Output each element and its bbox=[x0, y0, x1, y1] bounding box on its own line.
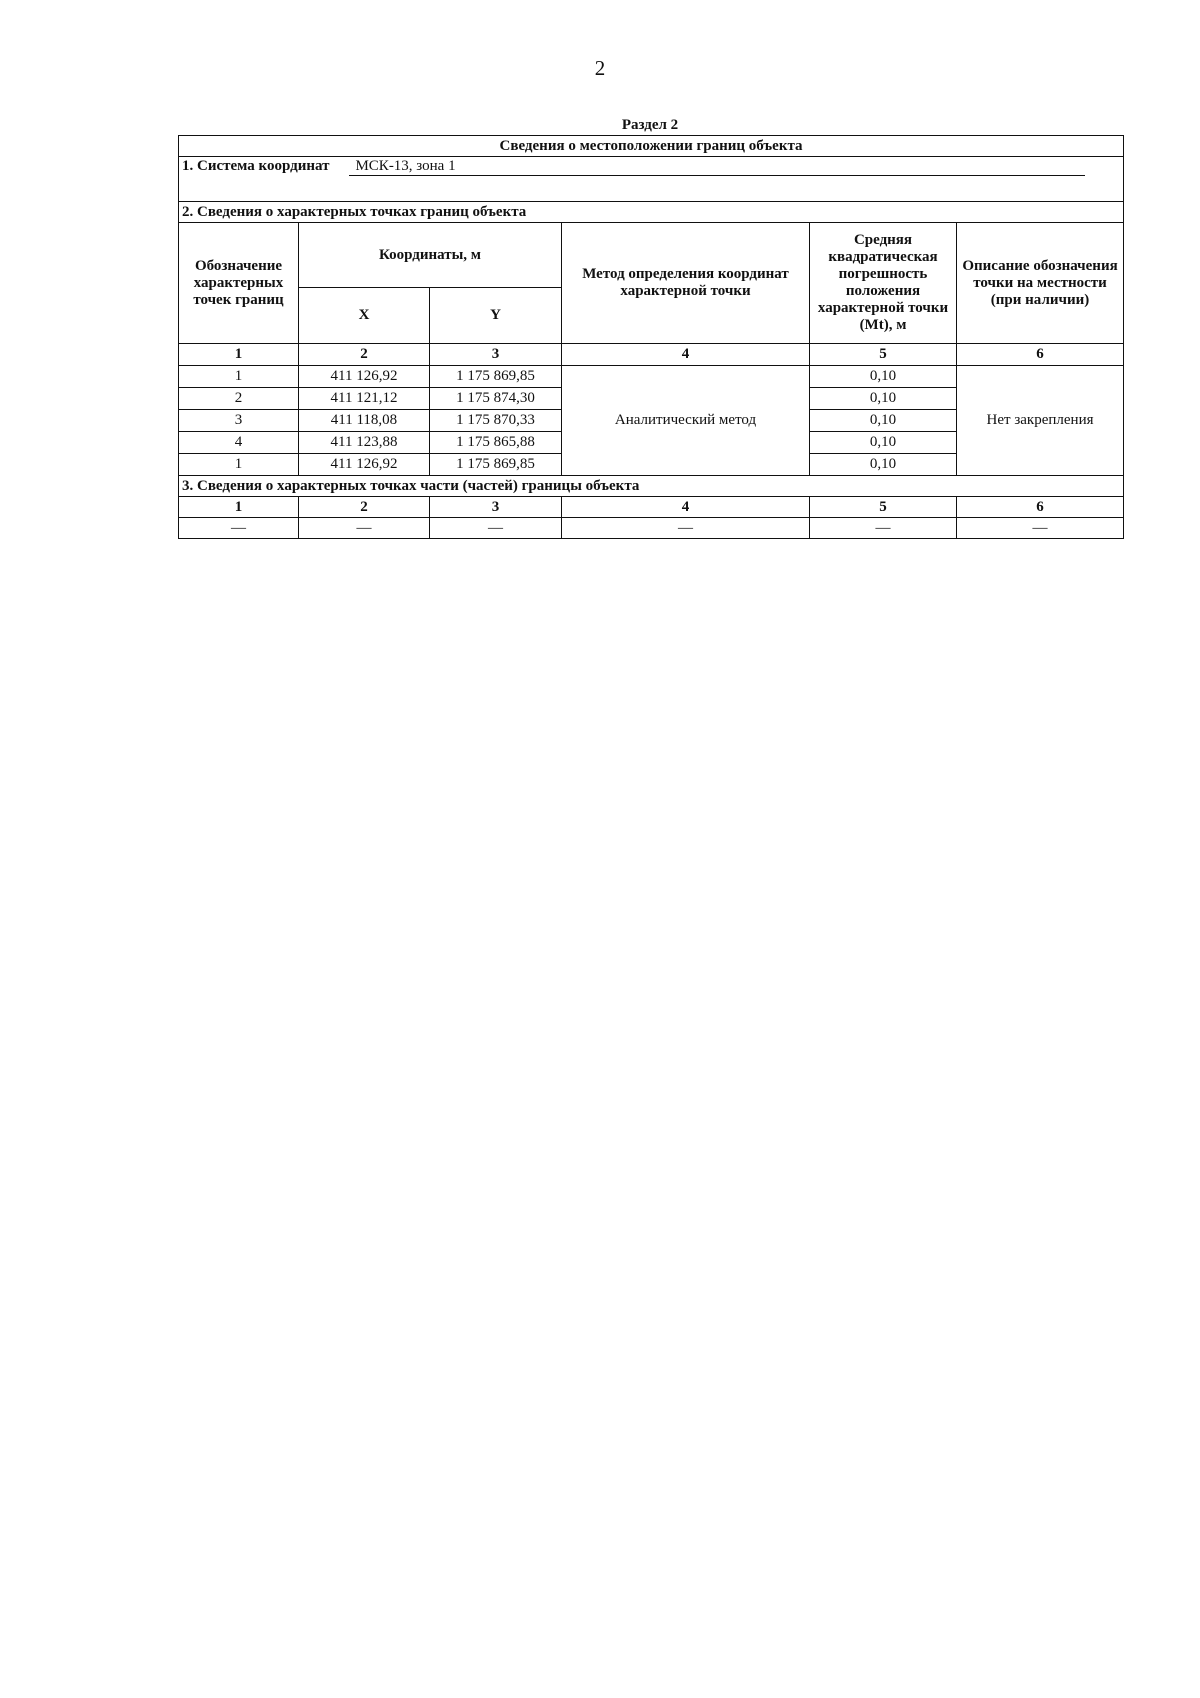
part-section-title: 3. Сведения о характерных точках части (частей) границы объекта bbox=[179, 476, 1124, 497]
error-cell: 0,10 bbox=[810, 432, 957, 454]
col-number: 2 bbox=[299, 497, 430, 518]
header-description: Описание обозначения точки на местности (при наличии) bbox=[957, 223, 1124, 344]
dash-cell: — bbox=[179, 518, 299, 539]
coord-system-label: 1. Система координат bbox=[182, 158, 330, 174]
header-method: Метод определения координат характерной точки bbox=[562, 223, 810, 344]
x-cell: 411 121,12 bbox=[299, 388, 430, 410]
page-number: 2 bbox=[594, 56, 606, 80]
coord-system-value: МСК-13, зона 1 bbox=[349, 158, 1085, 176]
x-cell: 411 123,88 bbox=[299, 432, 430, 454]
y-cell: 1 175 865,88 bbox=[430, 432, 562, 454]
error-cell: 0,10 bbox=[810, 454, 957, 476]
col-number: 3 bbox=[430, 497, 562, 518]
table-row bbox=[179, 518, 1124, 539]
col-number: 1 bbox=[179, 497, 299, 518]
col-number: 1 bbox=[179, 344, 299, 366]
col-number: 5 bbox=[810, 497, 957, 518]
y-cell: 1 175 869,85 bbox=[430, 454, 562, 476]
header-error: Средняя квадратическая погрешность положения характерной точки (Mt), м bbox=[810, 223, 957, 344]
coord-system-spacer bbox=[179, 177, 1124, 202]
dash-cell: — bbox=[430, 518, 562, 539]
description-cell: Нет закрепления bbox=[957, 366, 1124, 476]
y-cell: 1 175 869,85 bbox=[430, 366, 562, 388]
col-number: 4 bbox=[562, 497, 810, 518]
col-number: 3 bbox=[430, 344, 562, 366]
dash-cell: — bbox=[562, 518, 810, 539]
header-coordinates: Координаты, м bbox=[299, 223, 562, 288]
header-y: Y bbox=[430, 288, 562, 344]
point-cell: 1 bbox=[179, 366, 299, 388]
table-row bbox=[179, 366, 1124, 388]
y-cell: 1 175 870,33 bbox=[430, 410, 562, 432]
y-cell: 1 175 874,30 bbox=[430, 388, 562, 410]
x-cell: 411 126,92 bbox=[299, 366, 430, 388]
method-cell: Аналитический метод bbox=[562, 366, 810, 476]
col-number: 6 bbox=[957, 497, 1124, 518]
point-cell: 3 bbox=[179, 410, 299, 432]
dash-cell: — bbox=[810, 518, 957, 539]
error-cell: 0,10 bbox=[810, 366, 957, 388]
point-cell: 4 bbox=[179, 432, 299, 454]
error-cell: 0,10 bbox=[810, 388, 957, 410]
col-number: 4 bbox=[562, 344, 810, 366]
x-cell: 411 126,92 bbox=[299, 454, 430, 476]
points-section-title: 2. Сведения о характерных точках границ объекта bbox=[179, 202, 1124, 223]
section-title: Раздел 2 bbox=[621, 117, 679, 133]
header-point-label: Обозначение характерных точек границ bbox=[179, 223, 299, 344]
point-cell: 1 bbox=[179, 454, 299, 476]
col-number: 2 bbox=[299, 344, 430, 366]
x-cell: 411 118,08 bbox=[299, 410, 430, 432]
table-title: Сведения о местоположении границ объекта bbox=[179, 136, 1124, 157]
dash-cell: — bbox=[957, 518, 1124, 539]
coord-system-row bbox=[179, 157, 1124, 178]
boundaries-table bbox=[178, 135, 1124, 539]
header-x: X bbox=[299, 288, 430, 344]
dash-cell: — bbox=[299, 518, 430, 539]
point-cell: 2 bbox=[179, 388, 299, 410]
col-number: 5 bbox=[810, 344, 957, 366]
col-number: 6 bbox=[957, 344, 1124, 366]
error-cell: 0,10 bbox=[810, 410, 957, 432]
